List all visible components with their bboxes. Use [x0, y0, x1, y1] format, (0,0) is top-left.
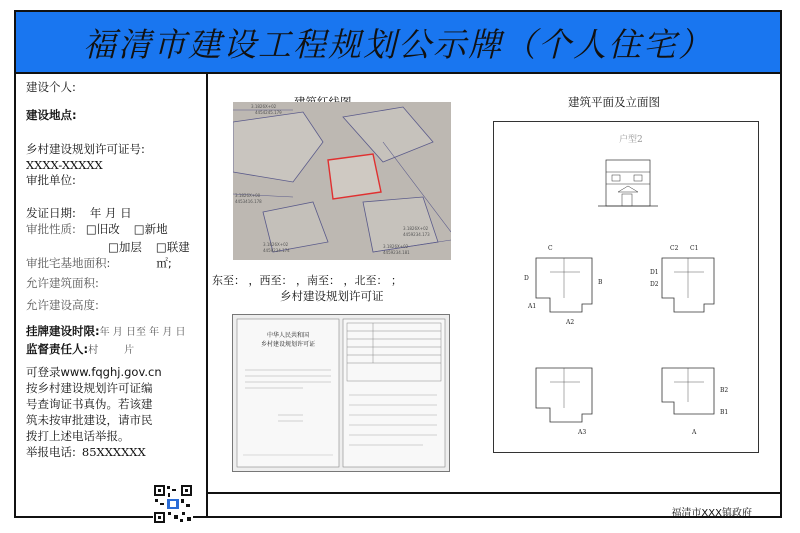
qr-code-icon	[153, 484, 193, 524]
label-a3: A3	[578, 429, 587, 436]
label-c1: C1	[690, 245, 699, 252]
title-banner	[16, 12, 780, 74]
redline-photo	[233, 102, 451, 260]
hotline-label: 举报电话:	[26, 445, 76, 459]
label-d: D	[524, 275, 529, 282]
permit-doc-heading-2: 乡村建设规划许可证	[260, 341, 316, 348]
nature-option-joint-build: □联建	[155, 240, 190, 254]
photo-label-5: 3.1826X+02	[403, 226, 429, 231]
boundary-description: 东至： ，西至： ，南至： ，北至： ；	[212, 274, 402, 287]
notice-line-4: 筑未按审批建设，请市民	[26, 413, 153, 427]
permit-document-image	[232, 314, 450, 472]
hotline-value: 85XXXXXX	[81, 445, 146, 459]
issue-date-value: 年 月 日	[89, 206, 132, 220]
photo-label-8: 4459234.174	[263, 248, 290, 253]
location-label: 建设地点:	[26, 108, 77, 122]
height-label: 允许建设高度:	[26, 298, 99, 312]
plans-title: 建筑平面及立面图	[568, 95, 660, 109]
notice-line-3: 号查询证书真伪。若该建	[26, 397, 153, 411]
plan-subtitle: 户型2	[619, 135, 643, 145]
label-b: B	[598, 279, 603, 286]
supervisor-area: 片	[124, 345, 135, 356]
photo-label-2: 4454245.179	[255, 110, 282, 115]
applicant-label: 建设个人:	[26, 80, 76, 94]
photo-label-7: 3.1826X+02	[263, 242, 289, 247]
photo-label-6: 4459234.173	[403, 232, 430, 237]
approval-unit-label: 审批单位:	[26, 173, 76, 187]
board-title: 福清市建设工程规划公示牌（个人住宅）	[83, 24, 713, 64]
notice-line-2: 按乡村建设规划许可证编	[26, 381, 153, 395]
permit-no-value: XXXX-XXXXX	[26, 158, 103, 172]
label-a1: A1	[528, 303, 537, 310]
government-name: 福清市XXX镇政府	[671, 508, 752, 519]
label-d1: D1	[650, 269, 659, 276]
nature-option-renovate: □旧改	[85, 222, 120, 236]
label-c: C	[548, 245, 553, 252]
label-c2: C2	[670, 245, 679, 252]
notice-board	[14, 10, 782, 518]
photo-label-1: 3.1826X+02	[251, 104, 277, 109]
photo-label-3: 3.1826X+00	[235, 193, 261, 198]
photo-label-9: 3.1826X+02	[383, 244, 409, 249]
drawings-panel	[208, 74, 780, 518]
site-area-unit: ㎡;	[156, 256, 172, 270]
supervisor-village: 村	[88, 345, 99, 356]
notice-line-5: 拨打上述电话举报。	[26, 429, 130, 443]
site-area-label: 审批宅基地面积:	[26, 256, 111, 270]
label-b2: B2	[720, 387, 729, 394]
approval-nature-label: 审批性质:	[26, 222, 76, 236]
footer-divider	[208, 492, 780, 494]
nature-option-add-floor: □加层	[108, 240, 142, 254]
info-panel	[16, 74, 208, 518]
photo-label-4: 4453416.178	[235, 199, 262, 204]
label-d2: D2	[650, 281, 659, 288]
period-label: 挂牌建设时限:	[26, 324, 100, 338]
label-b1: B1	[720, 409, 729, 416]
label-a2: A2	[566, 319, 575, 326]
permit-title: 乡村建设规划许可证	[280, 289, 384, 303]
supervisor-label: 监督责任人:	[26, 342, 89, 356]
nature-option-new-land: □新地	[133, 222, 168, 236]
period-value: 年 月 日至 年 月 日	[99, 327, 186, 338]
permit-no-label: 乡村建设规划许可证号:	[26, 142, 145, 156]
notice-line-1: 可登录www.fqghj.gov.cn	[26, 365, 162, 379]
issue-date-label: 发证日期:	[26, 206, 76, 220]
floor-area-label: 允许建筑面积:	[26, 276, 99, 290]
label-a: A	[692, 429, 697, 436]
permit-doc-heading-1: 中华人民共和国	[266, 332, 310, 339]
floor-plans-drawing	[493, 121, 759, 453]
photo-label-10: 4459234.181	[383, 250, 410, 255]
